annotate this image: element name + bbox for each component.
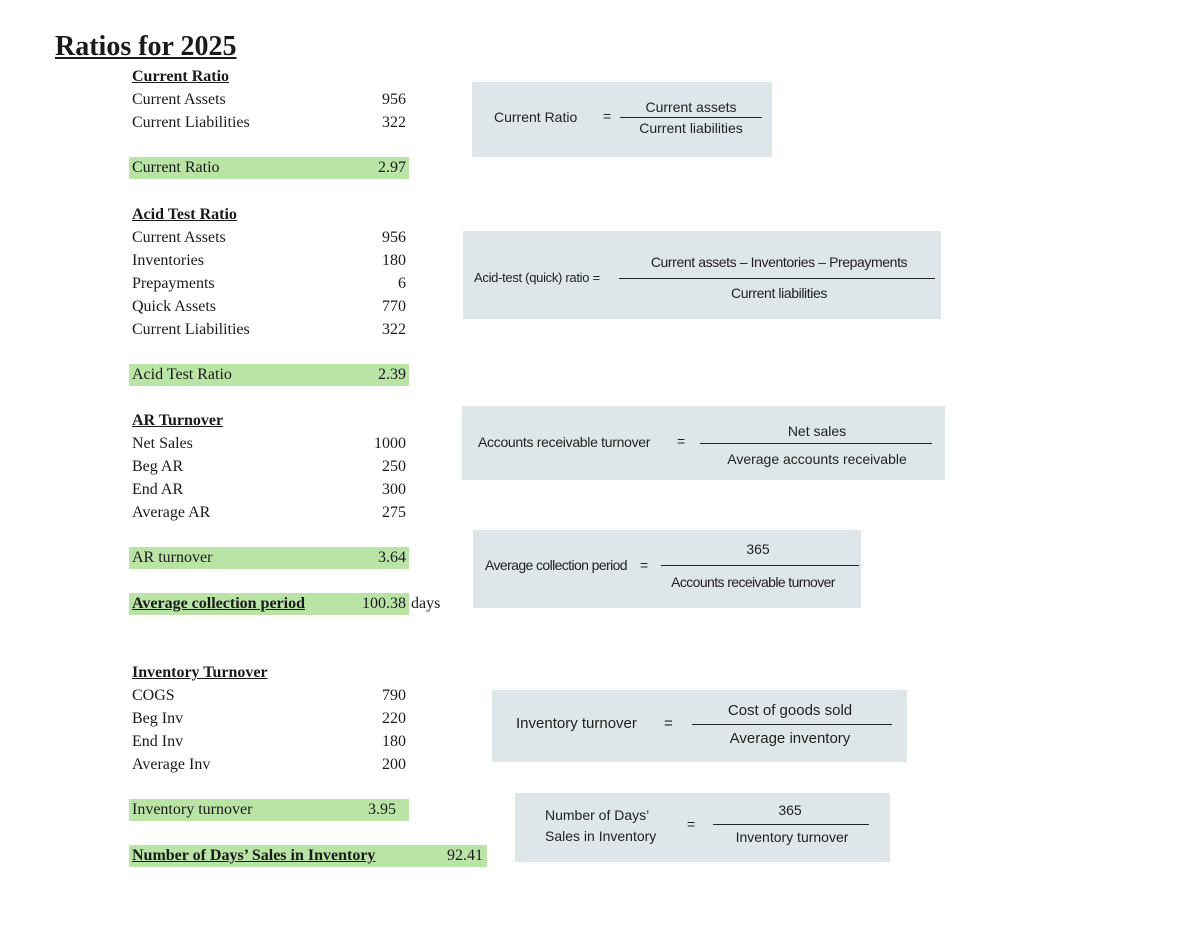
result-label: Number of Days’ Sales in Inventory — [132, 847, 376, 864]
formula-equals: = — [603, 108, 612, 124]
formula-lhs-line2: Sales in Inventory — [545, 828, 657, 844]
row-value: 180 — [382, 733, 406, 750]
row-label: Beg Inv — [132, 710, 184, 727]
result-value: 3.64 — [378, 549, 406, 566]
row-label: Quick Assets — [132, 298, 216, 315]
row-value: 770 — [382, 298, 406, 315]
row-label: End Inv — [132, 733, 184, 750]
row-label: Beg AR — [132, 458, 184, 475]
page-title: Ratios for 2025 — [55, 31, 237, 62]
row-value: 200 — [382, 756, 406, 773]
formula-numerator: Current assets – Inventories – Prepayments — [650, 254, 908, 270]
row-value: 956 — [382, 91, 406, 108]
formula-equals: = — [664, 715, 673, 732]
formula-numerator: 365 — [746, 541, 770, 557]
formula-lhs: Average collection period — [485, 557, 627, 573]
formula-denominator: Current liabilities — [639, 120, 743, 136]
formula-numerator: Current assets — [645, 99, 737, 115]
formula-equals: = — [640, 557, 649, 573]
acid-test-header: Acid Test Ratio — [132, 206, 237, 223]
fraction-bar — [619, 278, 935, 279]
row-value: 790 — [382, 687, 406, 704]
row-value: 956 — [382, 229, 406, 246]
row-label: Current Assets — [132, 91, 226, 108]
row-label: Net Sales — [132, 435, 193, 452]
fraction-bar — [700, 443, 932, 444]
row-label: Prepayments — [132, 275, 215, 292]
row-value: 322 — [382, 321, 406, 338]
formula-denominator: Average inventory — [729, 730, 851, 747]
formula-lhs: Accounts receivable turnover — [478, 434, 651, 450]
row-label: Average AR — [132, 504, 211, 521]
row-value: 180 — [382, 252, 406, 269]
formula-lhs: Current Ratio — [494, 109, 578, 125]
row-value: 6 — [398, 275, 406, 292]
row-label: Current Liabilities — [132, 321, 250, 338]
formula-equals: = — [677, 433, 686, 449]
result-label: Average collection period — [132, 595, 305, 612]
collection-period-formula — [473, 530, 861, 608]
formula-equals: = — [687, 816, 696, 832]
formula-numerator: 365 — [778, 802, 802, 818]
current-ratio-header: Current Ratio — [132, 68, 230, 85]
inventory-turnover-header: Inventory Turnover — [132, 664, 268, 681]
formula-denominator: Accounts receivable turnover — [671, 574, 835, 590]
current-ratio-formula — [472, 82, 772, 157]
fraction-bar — [692, 724, 892, 725]
row-value: 220 — [382, 710, 406, 727]
result-value: 2.97 — [378, 159, 406, 176]
result-label: Current Ratio — [132, 159, 220, 176]
result-label: AR turnover — [132, 549, 213, 566]
row-value: 1000 — [374, 435, 406, 452]
result-value: 3.95 — [368, 801, 396, 818]
result-value: 92.41 — [447, 847, 483, 864]
formula-numerator: Cost of goods sold — [727, 702, 853, 719]
row-label: Current Liabilities — [132, 114, 250, 131]
unit-label: days — [411, 595, 441, 612]
acid-test-formula — [463, 231, 941, 319]
row-value: 300 — [382, 481, 406, 498]
fraction-bar — [620, 117, 762, 118]
row-label: Inventories — [132, 252, 204, 269]
days-sales-inventory-formula — [515, 793, 890, 862]
row-label: COGS — [132, 687, 175, 704]
fraction-bar — [661, 565, 859, 566]
formula-lhs: Inventory turnover — [516, 715, 637, 732]
ar-turnover-header: AR Turnover — [132, 412, 224, 429]
result-label: Acid Test Ratio — [132, 366, 232, 383]
formula-denominator: Inventory turnover — [735, 829, 849, 845]
formula-numerator: Net sales — [787, 423, 847, 439]
row-label: Average Inv — [132, 756, 211, 773]
row-label: End AR — [132, 481, 184, 498]
row-value: 322 — [382, 114, 406, 131]
formula-denominator: Current liabilities — [731, 285, 827, 301]
row-value: 275 — [382, 504, 406, 521]
result-value: 100.38 — [362, 595, 406, 612]
result-value: 2.39 — [378, 366, 406, 383]
inventory-turnover-formula — [492, 690, 907, 762]
formula-denominator: Average accounts receivable — [727, 451, 907, 467]
result-label: Inventory turnover — [132, 801, 253, 818]
formula-lhs-line1: Number of Days’ — [545, 807, 650, 823]
fraction-bar — [713, 824, 869, 825]
ar-turnover-formula — [462, 406, 945, 480]
row-value: 250 — [382, 458, 406, 475]
row-label: Current Assets — [132, 229, 226, 246]
formula-lhs: Acid-test (quick) ratio = — [474, 270, 600, 285]
